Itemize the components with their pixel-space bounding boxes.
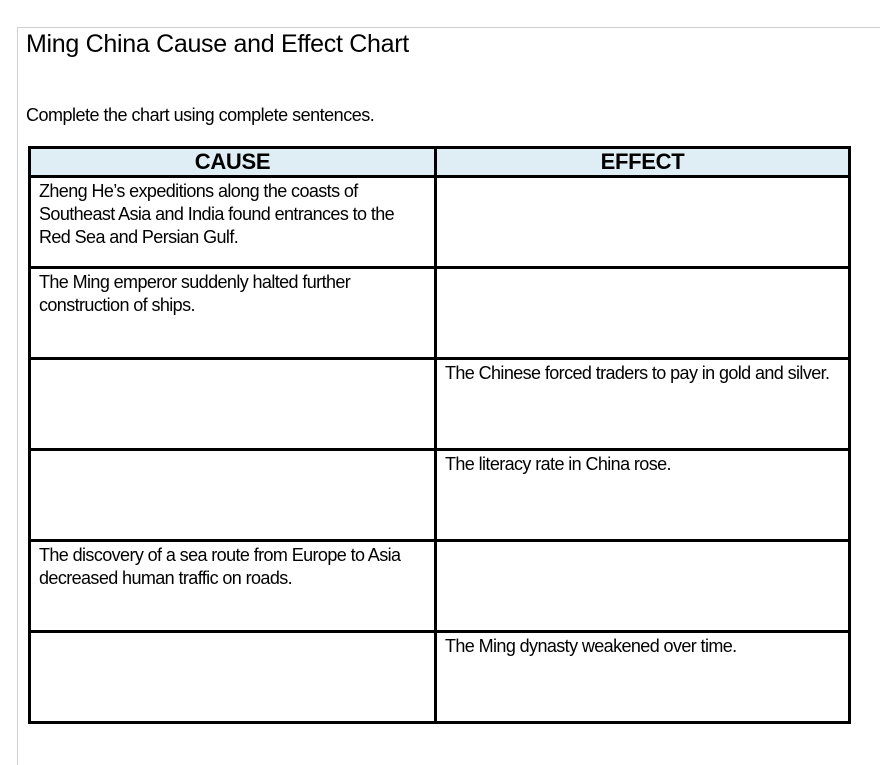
effect-cell[interactable]: [436, 268, 850, 359]
effect-cell[interactable]: [436, 541, 850, 632]
effect-cell[interactable]: The literacy rate in China rose.: [436, 450, 850, 541]
cause-effect-table: [28, 146, 851, 724]
cause-cell[interactable]: The Ming emperor suddenly halted further construction of ships.: [30, 268, 436, 359]
cause-cell[interactable]: Zheng He’s expeditions along the coasts of Southeast Asia and India found entrances to the Red Sea and Persian Gulf.: [30, 177, 436, 268]
cause-cell[interactable]: [30, 450, 436, 541]
cause-cell[interactable]: The discovery of a sea route from Europe to Asia decreased human traffic on roads.: [30, 541, 436, 632]
table-row: [30, 450, 850, 541]
table-row: [30, 177, 850, 268]
table-row: [30, 541, 850, 632]
effect-cell[interactable]: The Ming dynasty weakened over time.: [436, 632, 850, 723]
table-header-row: [30, 148, 850, 177]
effect-column-header: EFFECT: [436, 148, 850, 177]
page-title: Ming China Cause and Effect Chart: [26, 30, 409, 58]
table-row: [30, 359, 850, 450]
cause-column-header: CAUSE: [30, 148, 436, 177]
instructions-text: Complete the chart using complete sentences.: [26, 105, 375, 125]
table-row: [30, 632, 850, 723]
worksheet-page: [17, 27, 880, 765]
table-row: [30, 268, 850, 359]
effect-cell[interactable]: [436, 177, 850, 268]
cause-cell[interactable]: [30, 632, 436, 723]
cause-cell[interactable]: [30, 359, 436, 450]
effect-cell[interactable]: The Chinese forced traders to pay in gold and silver.: [436, 359, 850, 450]
